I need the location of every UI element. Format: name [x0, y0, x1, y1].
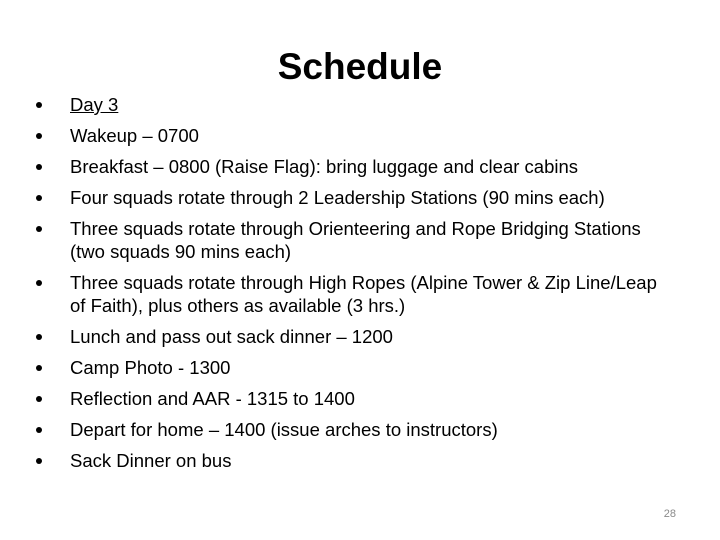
bullet-text: Four squads rotate through 2 Leadership Stations (90 mins each) [70, 187, 605, 208]
schedule-bullet-list [36, 93, 676, 472]
bullet-icon [36, 133, 42, 139]
bullet-icon [36, 365, 42, 371]
bullet-icon [36, 396, 42, 402]
slide-title: Schedule [277, 46, 443, 87]
bullet-item-depart [36, 418, 676, 441]
bullet-item-camp-photo [36, 356, 676, 379]
bullet-text: Depart for home – 1400 (issue arches to instructors) [70, 419, 498, 440]
bullet-item-wakeup [36, 124, 676, 147]
bullet-text: Lunch and pass out sack dinner – 1200 [70, 326, 393, 347]
bullet-text: Breakfast – 0800 (Raise Flag): bring luggage and clear cabins [70, 156, 579, 177]
bullet-icon [36, 458, 42, 464]
bullet-item-high-ropes [36, 271, 676, 317]
bullet-text: Sack Dinner on bus [70, 450, 232, 471]
bullet-text: Camp Photo - 1300 [70, 357, 231, 378]
bullet-text: Three squads rotate through Orienteering and Rope Bridging Stations (two squads 90 mins each) [70, 218, 641, 262]
page-number: 28 [663, 508, 676, 520]
bullet-item-lunch [36, 325, 676, 348]
bullet-icon [36, 427, 42, 433]
bullet-item-day-heading [36, 93, 676, 116]
bullet-icon [36, 226, 42, 232]
bullet-item-leadership-stations [36, 186, 676, 209]
bullet-item-breakfast [36, 155, 676, 178]
bullet-icon [36, 334, 42, 340]
bullet-icon [36, 195, 42, 201]
bullet-icon [36, 102, 42, 108]
bullet-item-orienteering [36, 217, 676, 263]
bullet-item-reflection [36, 387, 676, 410]
bullet-text: Reflection and AAR - 1315 to 1400 [70, 388, 355, 409]
bullet-text: Wakeup – 0700 [70, 125, 199, 146]
bullet-item-sack-dinner [36, 449, 676, 472]
bullet-icon [36, 164, 42, 170]
bullet-text: Three squads rotate through High Ropes (Alpine Tower & Zip Line/Leap of Faith), plus others as available (3 hrs.) [70, 272, 657, 316]
bullet-text: Day 3 [70, 94, 119, 115]
bullet-icon [36, 280, 42, 286]
